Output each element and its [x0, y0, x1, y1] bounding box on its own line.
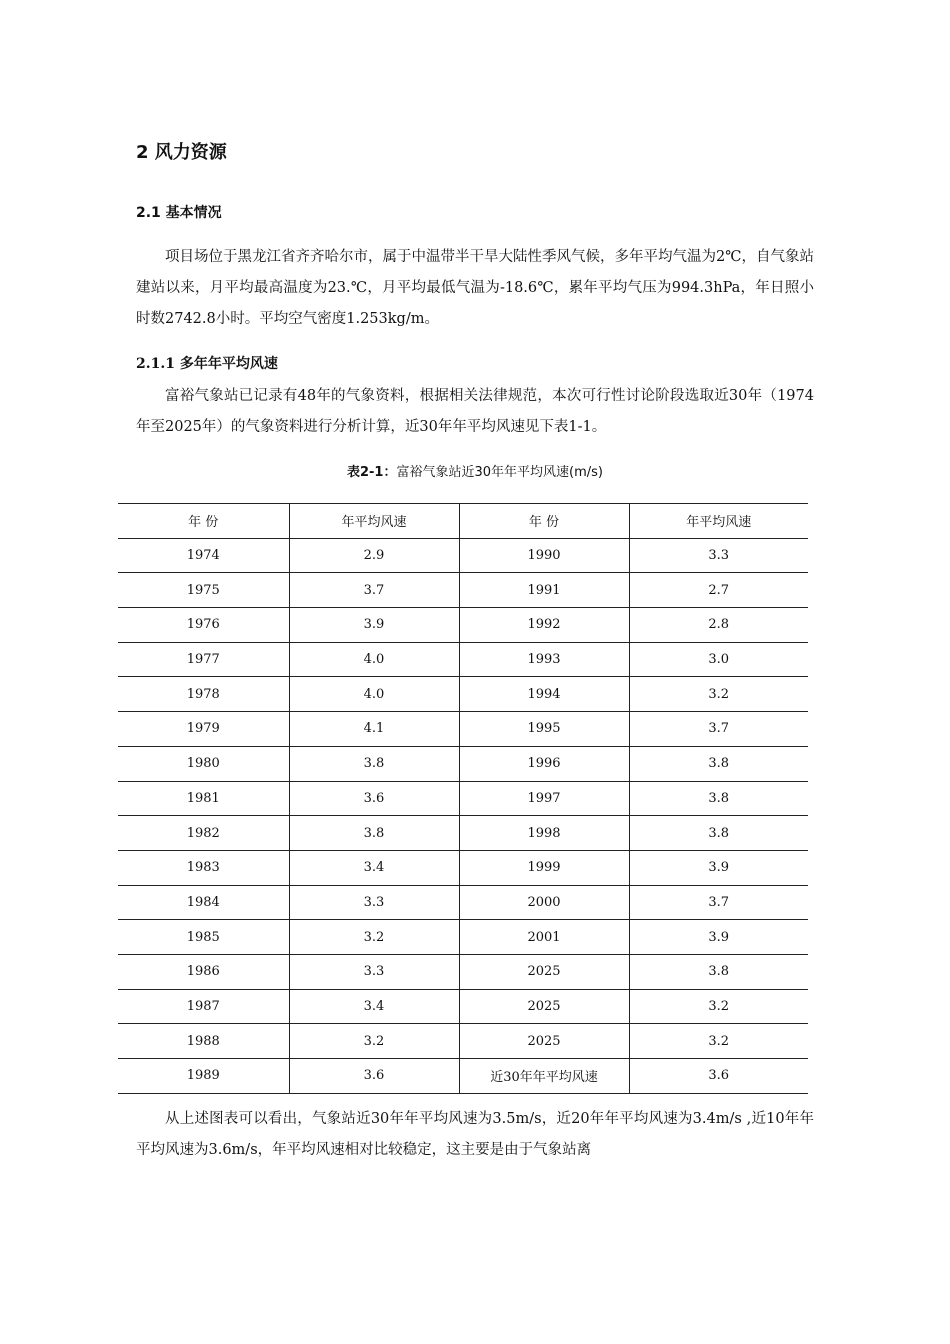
table-row	[118, 954, 808, 989]
header-speed-2: 年平均风速	[629, 504, 808, 539]
table-row	[118, 677, 808, 712]
section-title: 2 风力资源	[136, 142, 227, 163]
table-cell: 3.8	[289, 746, 459, 781]
table-cell: 3.2	[629, 1024, 808, 1059]
table-cell: 3.7	[629, 885, 808, 920]
header-year-1: 年 份	[118, 504, 289, 539]
analysis-paragraph: 从上述图表可以看出，气象站近30年年平均风速为3.5m/s，近20年年平均风速为3.4m/s ,近10年年平均风速为3.6m/s，年平均风速相对比较稳定，这主要是由于气象站离	[136, 1111, 814, 1158]
table-cell: 3.8	[629, 746, 808, 781]
table-cell: 3.2	[289, 1024, 459, 1059]
table-cell: 1981	[118, 781, 289, 816]
table-cell: 2000	[459, 885, 629, 920]
table-cell: 3.7	[629, 712, 808, 747]
table-row	[118, 608, 808, 643]
table-cell: 2025	[459, 989, 629, 1024]
header-speed-1: 年平均风速	[289, 504, 459, 539]
table-cell: 2.9	[289, 538, 459, 573]
table-row	[118, 712, 808, 747]
table-cell: 1974	[118, 538, 289, 573]
table-cell: 1975	[118, 573, 289, 608]
table-row	[118, 746, 808, 781]
table-cell: 1998	[459, 816, 629, 851]
table-row	[118, 920, 808, 955]
table-cell: 4.0	[289, 642, 459, 677]
wind-speed-table	[118, 503, 808, 1094]
table-cell: 3.9	[289, 608, 459, 643]
table-cell: 1984	[118, 885, 289, 920]
subsection-title: 2.1 基本情况	[136, 205, 222, 221]
table-cell: 3.8	[289, 816, 459, 851]
table-cell: 2025	[459, 954, 629, 989]
climate-paragraph: 项目场位于黑龙江省齐齐哈尔市，属于中温带半干旱大陆性季风气候，多年平均气温为2℃，自气象站建站以来，月平均最高温度为23.℃，月平均最低气温为-18.6℃，累年平均气压为994.3hPa，年日照小时数2742.8小时。平均空气密度1.253kg/m。	[136, 249, 814, 327]
table-cell: 1995	[459, 712, 629, 747]
table-cell: 1994	[459, 677, 629, 712]
table-cell: 3.4	[289, 850, 459, 885]
table-cell: 1997	[459, 781, 629, 816]
table-row	[118, 642, 808, 677]
table-cell: 1980	[118, 746, 289, 781]
table-cell: 1982	[118, 816, 289, 851]
table-body	[118, 538, 808, 1093]
table-cell: 4.0	[289, 677, 459, 712]
table-cell: 1979	[118, 712, 289, 747]
table-cell: 2025	[459, 1024, 629, 1059]
table-cell: 2.8	[629, 608, 808, 643]
table-header-row	[118, 504, 808, 539]
subsubsection-title: 2.1.1 多年年平均风速	[136, 356, 278, 372]
table-row	[118, 1024, 808, 1059]
table-row	[118, 1059, 808, 1094]
table-cell: 3.6	[289, 1059, 459, 1094]
table-caption	[0, 461, 950, 480]
table-cell: 3.3	[289, 954, 459, 989]
data-source-paragraph: 富裕气象站已记录有48年的气象资料，根据相关法律规范，本次可行性讨论阶段选取近30年（1974年至2025年）的气象资料进行分析计算，近30年年平均风速见下表1-1。	[136, 388, 814, 435]
table-cell: 3.0	[629, 642, 808, 677]
table-cell: 1992	[459, 608, 629, 643]
table-cell: 3.2	[629, 989, 808, 1024]
table-cell: 3.3	[289, 885, 459, 920]
table-cell: 1991	[459, 573, 629, 608]
table-cell: 3.2	[629, 677, 808, 712]
table-row	[118, 989, 808, 1024]
table-cell: 3.8	[629, 816, 808, 851]
table-cell: 1993	[459, 642, 629, 677]
table-cell: 3.6	[629, 1059, 808, 1094]
table-row	[118, 885, 808, 920]
table-row	[118, 816, 808, 851]
table-row	[118, 850, 808, 885]
table-cell: 1996	[459, 746, 629, 781]
table-row	[118, 538, 808, 573]
table-cell: 3.6	[289, 781, 459, 816]
table-cell: 1976	[118, 608, 289, 643]
table-cell: 3.9	[629, 920, 808, 955]
header-year-2: 年 份	[459, 504, 629, 539]
table-cell: 3.8	[629, 954, 808, 989]
table-row	[118, 781, 808, 816]
table-row	[118, 573, 808, 608]
table-cell: 1978	[118, 677, 289, 712]
table-cell: 3.2	[289, 920, 459, 955]
table-caption-text: 富裕气象站近30年年平均风速(m/s)	[396, 465, 603, 480]
table-cell: 1987	[118, 989, 289, 1024]
table-cell: 3.4	[289, 989, 459, 1024]
table-cell: 1990	[459, 538, 629, 573]
table-cell: 3.9	[629, 850, 808, 885]
table-cell: 1977	[118, 642, 289, 677]
table-cell: 3.7	[289, 573, 459, 608]
table-cell: 3.3	[629, 538, 808, 573]
table-cell: 1986	[118, 954, 289, 989]
table-cell: 3.8	[629, 781, 808, 816]
table-cell: 1983	[118, 850, 289, 885]
table-cell: 1988	[118, 1024, 289, 1059]
table-cell: 1999	[459, 850, 629, 885]
table-cell: 2.7	[629, 573, 808, 608]
table-cell: 1989	[118, 1059, 289, 1094]
table-cell: 2001	[459, 920, 629, 955]
table-cell: 1985	[118, 920, 289, 955]
table-cell: 近30年年平均风速	[459, 1059, 629, 1094]
table-cell: 4.1	[289, 712, 459, 747]
table-caption-label: 表2-1：	[346, 465, 397, 480]
